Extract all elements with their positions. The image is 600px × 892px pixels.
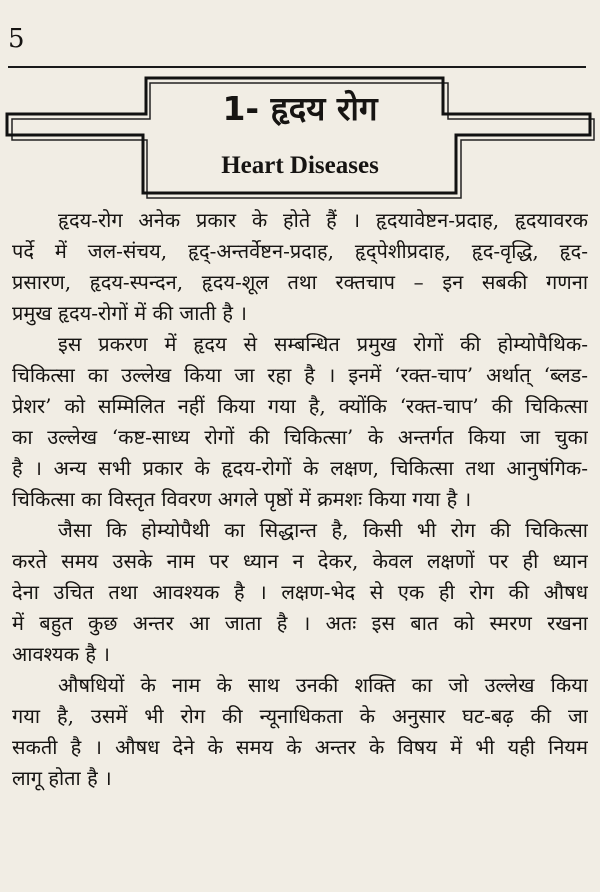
paragraph-1 <box>12 205 588 329</box>
chapter-title-box <box>0 72 600 202</box>
text-line: लागू होता है । <box>12 766 112 790</box>
text-line: देना उचित तथा आवश्यक है । लक्षण-भेद से एक ही रोग की औषध <box>12 580 588 604</box>
text-line: करते समय उसके नाम पर ध्यान न देकर, केवल लक्षणों पर ही ध्यान <box>12 549 588 573</box>
text-line: चिकित्सा का उल्लेख किया जा रहा है । इनमें ‘रक्त-चाप’ अर्थात् ‘ब्लड- <box>12 363 588 387</box>
text-line: प्रसारण, हृदय-स्पन्दन, हृदय-शूल तथा रक्तचाप – इन सबकी गणना <box>12 270 588 294</box>
text-line: सकती है । औषध देने के समय के अन्तर के विषय में भी यही नियम <box>12 735 588 759</box>
text-line: इस प्रकरण में हृदय से सम्बन्धित प्रमुख रोगों की होम्योपैथिक- <box>58 332 588 356</box>
text-line: गया है, उसमें भी रोग की न्यूनाधिकता के अनुसार घट-बढ़ की जा <box>12 704 588 728</box>
text-line: का उल्लेख ‘कष्ट-साध्य रोगों की चिकित्सा’ के अन्तर्गत किया जा चुका <box>12 425 588 449</box>
text-line: आवश्यक है । <box>12 642 110 666</box>
text-line: हृदय-रोग अनेक प्रकार के होते हैं । हृदयावेष्टन-प्रदाह, हृदयावरक <box>58 208 588 232</box>
chapter-title: 1- हृदय रोग <box>222 89 378 128</box>
paragraph-2 <box>12 329 588 515</box>
paragraph-3 <box>12 515 588 670</box>
text-line: पर्दे में जल-संचय, हृद्-अन्तर्वेष्टन-प्रदाह, हृद्पेशीप्रदाह, हृद-वृद्धि, हृद- <box>12 239 588 263</box>
text-line: जैसा कि होम्योपैथी का सिद्धान्त है, किसी भी रोग की चिकित्सा <box>58 518 588 542</box>
text-line: है । अन्य सभी प्रकार के हृदय-रोगों के लक्षण, चिकित्सा तथा आनुषंगिक- <box>12 456 588 480</box>
text-line: प्रेशर’ को सम्मिलित नहीं किया गया है, क्योंकि ‘रक्त-चाप’ की चिकित्सा <box>12 394 588 418</box>
text-line: चिकित्सा का विस्तृत विवरण अगले पृष्ठों में क्रमशः किया गया है । <box>12 487 472 511</box>
body-text <box>12 205 588 794</box>
page-number: 5 <box>8 24 25 54</box>
text-line: में बहुत कुछ अन्तर आ जाता है । अतः इस बात को स्मरण रखना <box>12 611 588 635</box>
chapter-subtitle: Heart Diseases <box>221 152 379 179</box>
paragraph-4 <box>12 670 588 794</box>
text-line: औषधियों के नाम के साथ उनकी शक्ति का जो उल्लेख किया <box>58 673 588 697</box>
header-rule <box>8 66 586 68</box>
text-line: प्रमुख हृदय-रोगों में की जाती है । <box>12 301 247 325</box>
